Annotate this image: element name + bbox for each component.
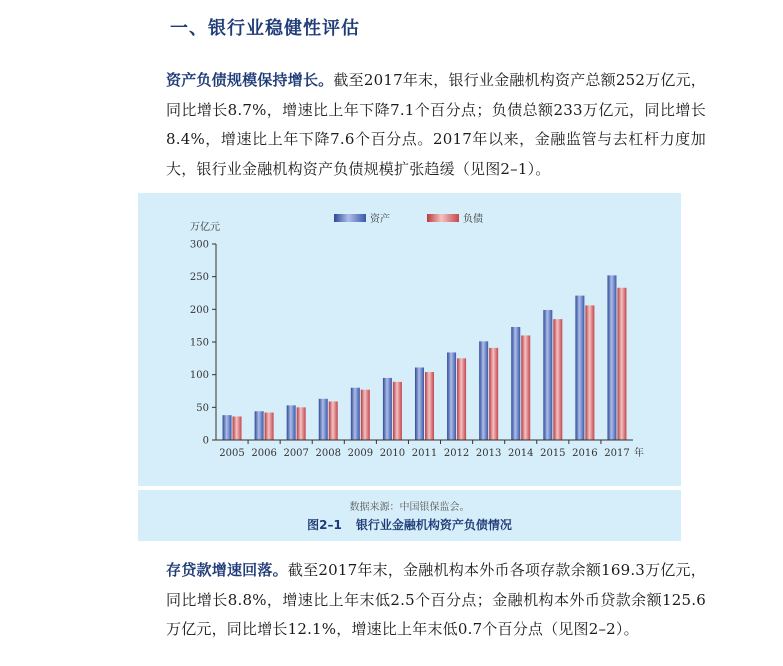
paragraph-body: 截至2017年末，金融机构本外币各项存款余额169.3万亿元，同比增长8.8%，增速比上年末低2.5个百分点；金融机构本外币贷款余额125.6万亿元，同比增长12.1%，增速比上年末低0.7个百分点（见图2–2）。 — [166, 561, 706, 638]
bar-assets — [255, 411, 264, 440]
x-tick-label: 2009 — [347, 448, 374, 459]
bar-assets — [415, 367, 424, 440]
chart-legend — [334, 212, 483, 225]
bar-assets — [383, 378, 392, 440]
y-axis — [190, 240, 216, 447]
section-title: 一、银行业稳健性评估 — [170, 18, 360, 39]
bar-chart — [138, 193, 681, 483]
bar-liabilities — [553, 319, 562, 440]
figure-footer — [138, 486, 681, 541]
y-tick-label: 300 — [189, 239, 209, 251]
bar-assets — [287, 405, 296, 440]
legend-label-liabilities: 负债 — [463, 214, 483, 225]
x-tick-label: 2014 — [508, 448, 534, 459]
x-tick-label: 2006 — [251, 448, 277, 459]
bar-assets — [543, 310, 552, 440]
paragraph-lead: 资产负债规模保持增长。 — [166, 71, 334, 89]
bar-liabilities — [457, 358, 466, 440]
paragraph-body: 截至2017年末，银行业金融机构资产总额252万亿元，同比增长8.7%，增速比上年下降7.1个百分点；负债总额233万亿元，同比增长8.4%，增速比上年下降7.6个百分点。2017年以来，金融监管与去杠杆力度加大，银行业金融机构资产负债规模扩张趋缓（见图2–1）。 — [166, 71, 706, 178]
legend-swatch-liabilities — [427, 214, 459, 222]
bar-assets — [607, 275, 616, 440]
x-tick-label: 2017 — [604, 448, 630, 459]
bar-liabilities — [521, 335, 530, 440]
bar-assets — [447, 352, 456, 440]
bar-liabilities — [585, 305, 594, 440]
figure-caption-text: 银行业金融机构资产负债情况 — [355, 518, 512, 532]
legend-swatch-assets — [334, 214, 366, 222]
bar-assets — [319, 399, 328, 440]
bar-assets — [351, 388, 360, 440]
bar-liabilities — [265, 413, 274, 440]
y-tick-label: 150 — [189, 337, 209, 349]
x-tick-label: 2005 — [219, 448, 245, 459]
bar-liabilities — [361, 390, 370, 440]
bar-assets — [575, 296, 584, 440]
x-axis — [216, 440, 644, 459]
y-tick-label: 50 — [196, 402, 209, 414]
bar-liabilities — [489, 348, 498, 440]
x-tick-label: 2007 — [283, 448, 309, 459]
x-tick-label: 2011 — [411, 448, 438, 459]
y-tick-label: 100 — [189, 370, 209, 382]
bar-assets — [511, 327, 520, 440]
bar-liabilities — [617, 288, 626, 440]
y-tick-label: 250 — [189, 272, 209, 284]
paragraph-deposits-loans — [166, 556, 706, 645]
bar-liabilities — [233, 416, 242, 440]
bar-assets — [223, 415, 232, 440]
bar-assets — [479, 341, 488, 440]
bars — [223, 275, 627, 440]
figure-number: 图2–1 — [307, 518, 342, 532]
figure-source: 数据来源：中国银保监会。 — [349, 502, 470, 513]
x-tick-label: 2010 — [379, 448, 406, 459]
bar-liabilities — [329, 401, 338, 440]
x-tick-label: 2016 — [572, 448, 598, 459]
x-tick-label: 2013 — [475, 448, 502, 459]
x-tick-label: 2008 — [315, 448, 341, 459]
legend-label-assets: 资产 — [370, 214, 390, 225]
bar-liabilities — [393, 382, 402, 440]
paragraph-assets-liabilities — [166, 66, 706, 184]
paragraph-lead: 存贷款增速回落。 — [166, 561, 288, 579]
x-tick-label: 2015 — [540, 448, 566, 459]
figure-caption — [138, 516, 681, 533]
bar-liabilities — [297, 407, 306, 440]
x-axis-unit: 年 — [634, 448, 644, 459]
y-tick-label: 0 — [202, 435, 209, 447]
y-axis-unit: 万亿元 — [190, 222, 220, 233]
bar-liabilities — [425, 372, 434, 440]
y-tick-label: 200 — [189, 304, 209, 316]
x-tick-label: 2012 — [443, 448, 470, 459]
